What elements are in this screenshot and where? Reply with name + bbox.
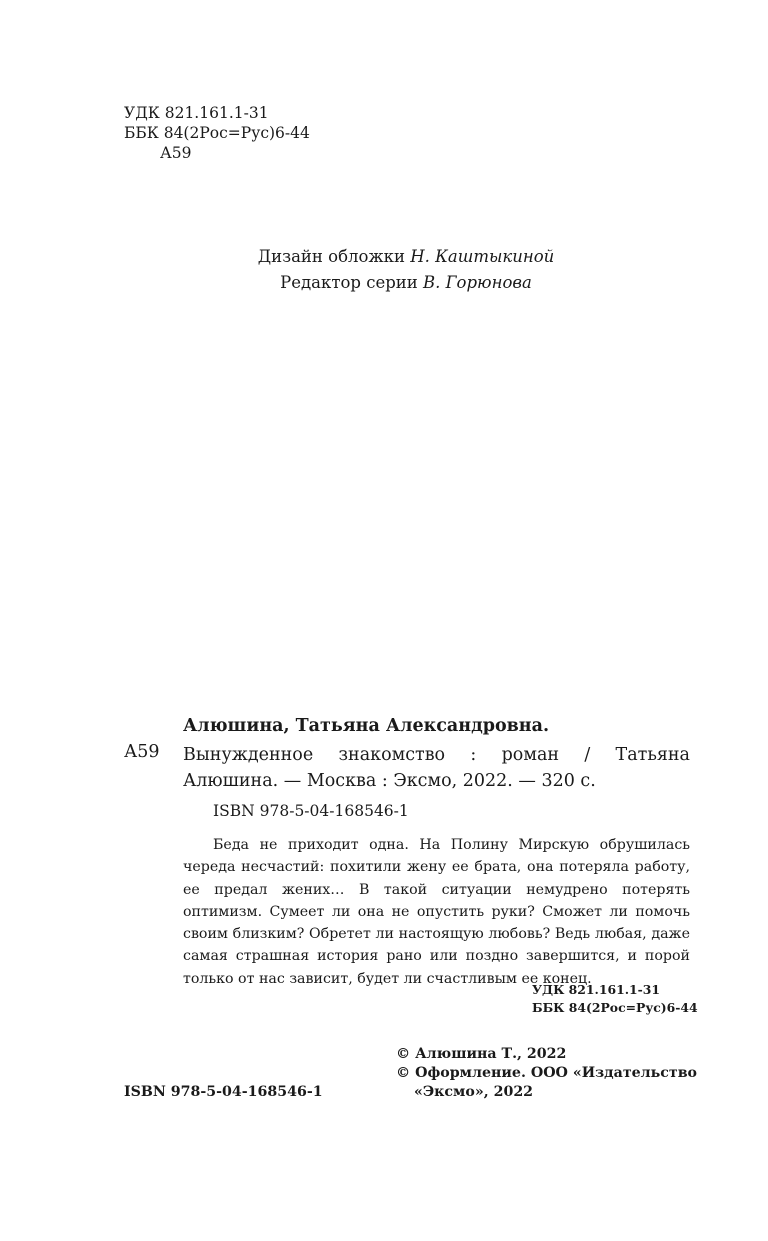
bbk-code: ББК 84(2Рос=Рус)6-44 <box>124 124 310 142</box>
udk-code: УДК 821.161.1-31 <box>124 104 269 122</box>
copyright-design-cont: «Эксмо», 2022 <box>414 1084 534 1100</box>
udk-code-bottom: УДК 821.161.1-31 <box>532 982 661 997</box>
bottom-classification-codes <box>532 981 698 1017</box>
catalog-title-description: Вынужденное знакомство : роман / Татьяна Алюшина. — Москва : Эксмо, 2022. — 320 с. <box>183 745 690 791</box>
credits-block <box>0 244 768 296</box>
book-annotation: Беда не приходит одна. На Полину Мирскую обрушилась череда несчастий: похитили жену ее брата, она потеряла работу, ее предал жених… В такой ситуации немудрено потерять оптимизм. Сумеет ли она не опустить руки? Сможет ли помочь своим близким? Обретет ли настоящую любовь? Ведь любая, даже самая страшная история рано или поздно завершится, и порой только от нас зависит, будет ли счастливым ее конец. <box>183 837 690 987</box>
series-editor-label: Редактор серии <box>280 273 418 292</box>
copyright-block <box>396 1045 697 1102</box>
copyright-design: © Оформление. ООО «Издательство <box>396 1065 698 1081</box>
top-classification-codes <box>124 103 310 163</box>
cover-design-credit <box>0 244 768 270</box>
cover-design-label: Дизайн обложки <box>257 247 405 266</box>
series-editor-name: В. Горюнова <box>423 273 532 292</box>
catalog-isbn: ISBN 978-5-04-168546-1 <box>213 802 409 820</box>
author-mark: А59 <box>160 144 192 162</box>
isbn-bottom: ISBN 978-5-04-168546-1 <box>124 1084 323 1100</box>
cover-designer-name: Н. Каштыкиной <box>410 247 555 266</box>
copyright-author: © Алюшина Т., 2022 <box>396 1046 567 1062</box>
series-editor-credit <box>0 270 768 296</box>
catalog-author-heading: Алюшина, Татьяна Александровна. <box>183 716 550 736</box>
catalog-author-mark: А59 <box>124 742 160 762</box>
bbk-code-bottom: ББК 84(2Рос=Рус)6-44 <box>532 1000 698 1015</box>
